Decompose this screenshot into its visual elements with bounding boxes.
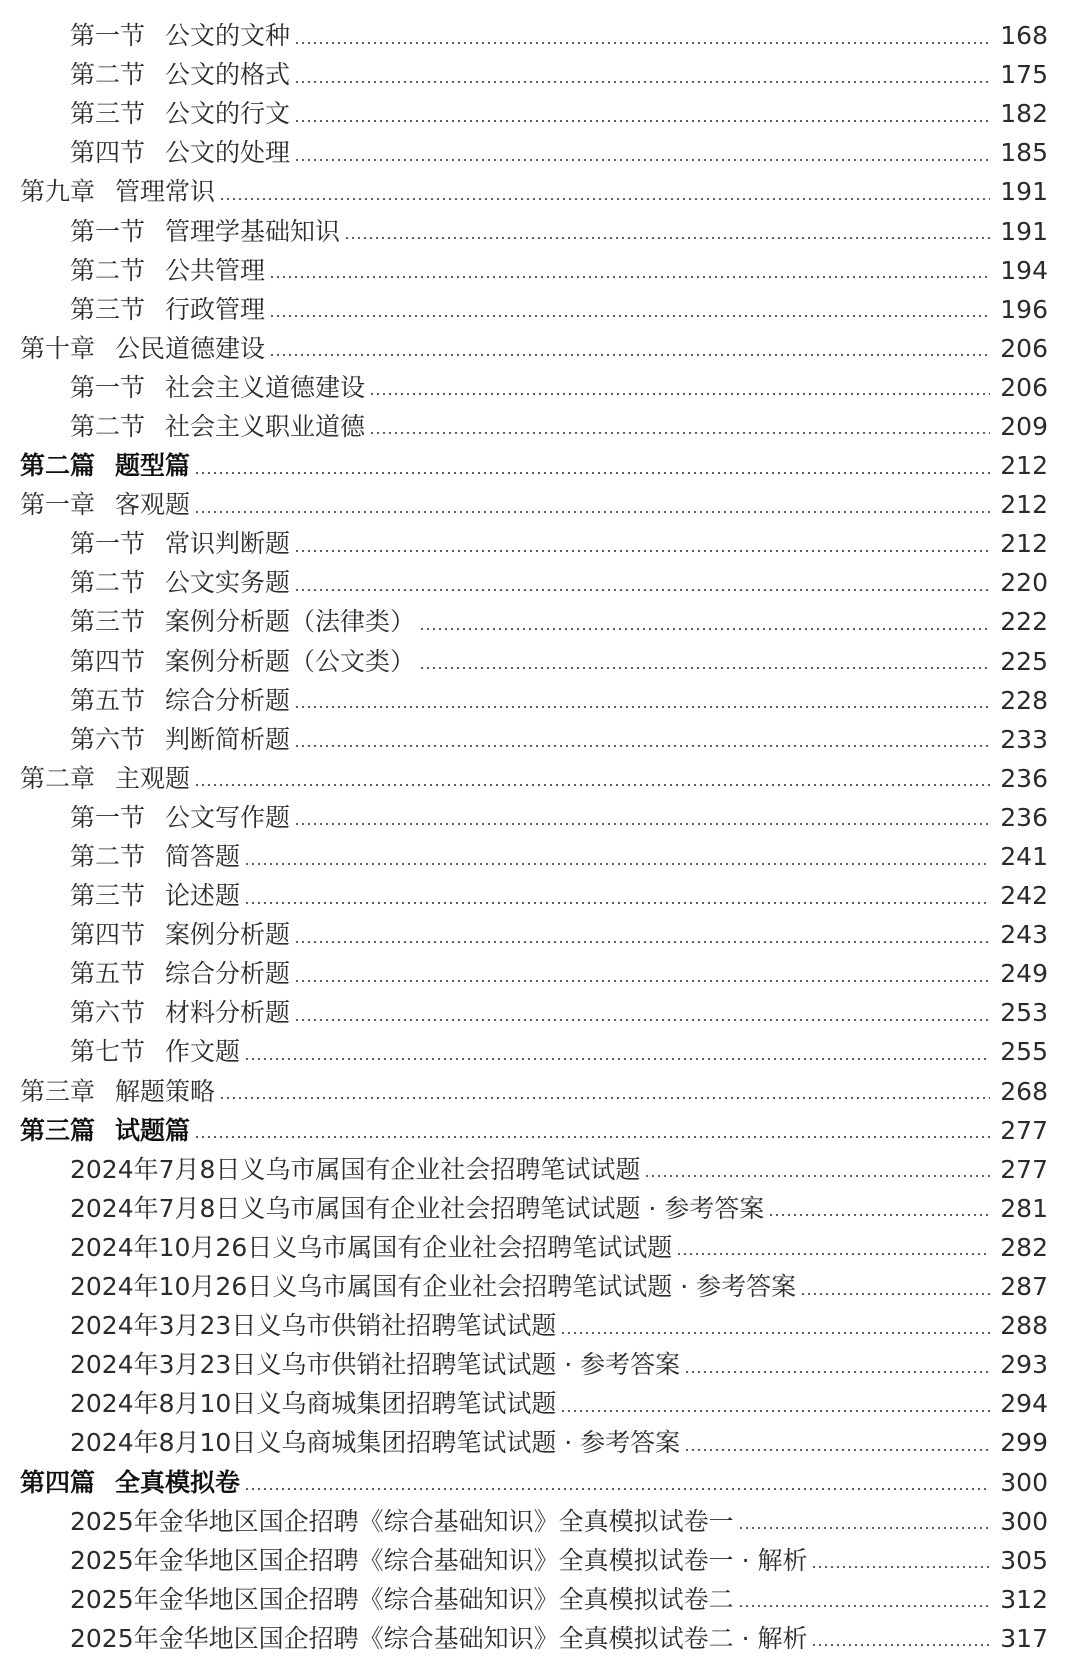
- toc-entry-number: 第一节: [70, 802, 146, 832]
- toc-entry-title: 2025年金华地区国企招聘《综合基础知识》全真模拟试卷二: [70, 1584, 734, 1614]
- toc-page-number: 282: [1000, 1232, 1048, 1262]
- toc-entry-title: 2024年3月23日义乌市供销社招聘笔试试题: [70, 1311, 557, 1341]
- toc-entry-number: 第九章: [20, 177, 96, 207]
- toc-entry-number: 第二章: [20, 763, 96, 793]
- toc-entry-label: [70, 529, 294, 559]
- toc-page-number: 288: [1000, 1311, 1048, 1341]
- toc-entry-label: [70, 802, 294, 832]
- toc-entry[interactable]: [0, 1189, 1080, 1228]
- toc-dot-leader: [684, 1371, 990, 1373]
- toc-entry-title: 作文题: [165, 1037, 241, 1067]
- toc-entry-title: 解题策略: [115, 1076, 216, 1106]
- toc-entry[interactable]: [0, 211, 1080, 250]
- toc-entry-title: 案例分析题（法律类）: [165, 607, 416, 637]
- toc-entry[interactable]: [0, 524, 1080, 563]
- toc-dot-leader: [369, 393, 990, 395]
- toc-entry-title: 行政管理: [165, 294, 266, 324]
- toc-entry-title: 2024年7月8日义乌市属国有企业社会招聘笔试试题 · 参考答案: [70, 1193, 765, 1223]
- toc-entry[interactable]: [0, 407, 1080, 446]
- toc-page-number: 233: [1000, 724, 1048, 754]
- toc-page-number: 300: [1000, 1506, 1048, 1536]
- toc-entry-number: 第十章: [20, 333, 96, 363]
- toc-page-number: 242: [1000, 881, 1048, 911]
- toc-page-number: 206: [1000, 372, 1048, 402]
- toc-entry-number: 第三节: [70, 99, 146, 129]
- toc-entry-label: [70, 842, 244, 872]
- toc-entry[interactable]: [0, 681, 1080, 720]
- toc-entry-label: [70, 1545, 811, 1575]
- toc-dot-leader: [294, 823, 990, 825]
- toc-entry-number: 第四节: [70, 138, 146, 168]
- toc-page-number: 212: [1000, 490, 1048, 520]
- toc-entry-title: 社会主义职业道德: [165, 411, 366, 441]
- toc-entry-label: [70, 1037, 244, 1067]
- toc-entry-label: [70, 1584, 738, 1614]
- toc-dot-leader: [219, 198, 990, 200]
- toc-page-number: 191: [1000, 216, 1048, 246]
- toc-entry-label: [70, 646, 419, 676]
- toc-chapter-entry[interactable]: [0, 485, 1080, 524]
- toc-entry-title: 公文写作题: [165, 802, 291, 832]
- toc-entry-number: 第一节: [70, 529, 146, 559]
- toc-entry-label: [20, 333, 269, 363]
- toc-entry[interactable]: [0, 642, 1080, 681]
- toc-page-number: 287: [1000, 1272, 1048, 1302]
- toc-entry-number: 第五节: [70, 685, 146, 715]
- toc-dot-leader: [344, 237, 990, 239]
- toc-entry[interactable]: [0, 368, 1080, 407]
- toc-entry-number: 第三节: [70, 294, 146, 324]
- toc-page-number: 168: [1000, 21, 1048, 51]
- toc-entry-label: [70, 724, 294, 754]
- toc-entry-number: 第二节: [70, 411, 146, 441]
- toc-entry-number: 第二节: [70, 60, 146, 90]
- toc-entry[interactable]: [0, 1032, 1080, 1071]
- toc-entry[interactable]: [0, 1345, 1080, 1384]
- toc-chapter-entry[interactable]: [0, 172, 1080, 211]
- toc-chapter-entry[interactable]: [0, 446, 1080, 485]
- toc-page-number: 277: [1000, 1115, 1048, 1145]
- toc-entry[interactable]: [0, 251, 1080, 290]
- toc-entry[interactable]: [0, 720, 1080, 759]
- toc-entry-title: 2024年7月8日义乌市属国有企业社会招聘笔试试题: [70, 1154, 641, 1184]
- toc-dot-leader: [294, 42, 990, 44]
- toc-dot-leader: [294, 589, 990, 591]
- toc-dot-leader: [294, 745, 990, 747]
- toc-entry-title: 公文的处理: [165, 138, 291, 168]
- toc-entry-label: [70, 138, 294, 168]
- toc-page-number: 281: [1000, 1193, 1048, 1223]
- toc-entry-label: [70, 1311, 560, 1341]
- toc-entry-number: 第二节: [70, 255, 146, 285]
- toc-dot-leader: [269, 354, 990, 356]
- toc-page-number: 222: [1000, 607, 1048, 637]
- toc-page-number: 317: [1000, 1623, 1048, 1653]
- toc-chapter-entry[interactable]: [0, 1462, 1080, 1501]
- toc-page-number: 241: [1000, 842, 1048, 872]
- toc-dot-leader: [244, 1058, 990, 1060]
- toc-entry-title: 2024年8月10日义乌商城集团招聘笔试试题 · 参考答案: [70, 1428, 681, 1458]
- toc-entry[interactable]: [0, 602, 1080, 641]
- toc-entry-title: 2024年10月26日义乌市属国有企业社会招聘笔试试题 · 参考答案: [70, 1272, 797, 1302]
- toc-entry[interactable]: [0, 876, 1080, 915]
- toc-entry[interactable]: [0, 563, 1080, 602]
- toc-dot-leader: [738, 1605, 990, 1607]
- toc-dot-leader: [244, 1488, 990, 1490]
- toc-page-number: 212: [1000, 451, 1048, 481]
- toc-entry-label: [70, 881, 244, 911]
- toc-page-number: 300: [1000, 1467, 1048, 1497]
- toc-chapter-entry[interactable]: [0, 1072, 1080, 1111]
- toc-entry-number: 第三节: [70, 607, 146, 637]
- toc-dot-leader: [369, 432, 990, 434]
- toc-entry-label: [70, 411, 369, 441]
- toc-entry-title: 公文的文种: [165, 21, 291, 51]
- toc-page-number: 212: [1000, 529, 1048, 559]
- toc-entry-title: 2025年金华地区国企招聘《综合基础知识》全真模拟试卷二 · 解析: [70, 1623, 808, 1653]
- toc-entry[interactable]: [0, 55, 1080, 94]
- toc-entry-number: 第三节: [70, 881, 146, 911]
- toc-dot-leader: [294, 550, 990, 552]
- toc-entry-label: [70, 1428, 684, 1458]
- toc-entry-title: 主观题: [115, 763, 191, 793]
- toc-entry-number: 第一节: [70, 216, 146, 246]
- toc-entry-label: [20, 451, 194, 481]
- toc-entry-number: 第五节: [70, 959, 146, 989]
- toc-entry-label: [70, 1389, 560, 1419]
- toc-page-number: 196: [1000, 294, 1048, 324]
- toc-entry[interactable]: [0, 1306, 1080, 1345]
- toc-entry-number: 第六节: [70, 724, 146, 754]
- toc-page-number: 294: [1000, 1389, 1048, 1419]
- toc-entry-label: [70, 1232, 676, 1262]
- toc-entry-title: 综合分析题: [165, 959, 291, 989]
- toc-dot-leader: [294, 980, 990, 982]
- toc-entry-title: 管理常识: [115, 177, 216, 207]
- toc-entry-label: [70, 1193, 768, 1223]
- toc-entry-number: 第二节: [70, 568, 146, 598]
- toc-page-number: 220: [1000, 568, 1048, 598]
- toc-dot-leader: [294, 120, 990, 122]
- toc-entry[interactable]: [0, 1150, 1080, 1189]
- toc-page-number: 175: [1000, 60, 1048, 90]
- toc-page-number: 194: [1000, 255, 1048, 285]
- toc-chapter-entry[interactable]: [0, 329, 1080, 368]
- toc-dot-leader: [768, 1214, 990, 1216]
- toc-dot-leader: [294, 1019, 990, 1021]
- toc-dot-leader: [419, 628, 990, 630]
- toc-dot-leader: [194, 472, 990, 474]
- toc-entry-label: [70, 1154, 644, 1184]
- toc-entry[interactable]: [0, 798, 1080, 837]
- toc-entry-label: [70, 372, 369, 402]
- toc-entry[interactable]: [0, 1228, 1080, 1267]
- toc-entry-title: 2024年10月26日义乌市属国有企业社会招聘笔试试题: [70, 1232, 673, 1262]
- toc-page-number: 293: [1000, 1350, 1048, 1380]
- toc-entry[interactable]: [0, 16, 1080, 55]
- toc-entry-label: [70, 99, 294, 129]
- toc-dot-leader: [294, 941, 990, 943]
- toc-dot-leader: [194, 1136, 990, 1138]
- toc-dot-leader: [560, 1410, 990, 1412]
- toc-entry-title: 2024年3月23日义乌市供销社招聘笔试试题 · 参考答案: [70, 1350, 681, 1380]
- toc-entry-title: 公文实务题: [165, 568, 291, 598]
- toc-entry-label: [70, 294, 269, 324]
- toc-entry-label: [70, 60, 294, 90]
- toc-entry-number: 第四篇: [20, 1467, 96, 1497]
- toc-entry-number: 第七节: [70, 1037, 146, 1067]
- toc-entry-title: 材料分析题: [165, 998, 291, 1028]
- toc-entry-label: [70, 216, 344, 246]
- toc-dot-leader: [684, 1449, 990, 1451]
- toc-entry-title: 公文的格式: [165, 60, 291, 90]
- toc-entry-label: [70, 1623, 811, 1653]
- toc-entry-title: 案例分析题: [165, 920, 291, 950]
- toc-page-number: 312: [1000, 1584, 1048, 1614]
- toc-entry-label: [70, 1506, 738, 1536]
- toc-entry[interactable]: [0, 837, 1080, 876]
- toc-entry-title: 判断简析题: [165, 724, 291, 754]
- toc-entry[interactable]: [0, 94, 1080, 133]
- toc-entry-label: [20, 177, 219, 207]
- toc-entry-label: [70, 959, 294, 989]
- toc-dot-leader: [269, 315, 990, 317]
- toc-entry-number: 第一节: [70, 21, 146, 51]
- toc-entry[interactable]: [0, 1423, 1080, 1462]
- toc-entry-title: 简答题: [165, 842, 241, 872]
- toc-entry[interactable]: [0, 915, 1080, 954]
- toc-page-number: 206: [1000, 333, 1048, 363]
- toc-page-number: 255: [1000, 1037, 1048, 1067]
- toc-entry[interactable]: [0, 1580, 1080, 1619]
- toc-entry-label: [70, 568, 294, 598]
- toc-dot-leader: [676, 1253, 990, 1255]
- toc-entry-number: 第四节: [70, 920, 146, 950]
- toc-entry-label: [70, 920, 294, 950]
- toc-page-number: 236: [1000, 763, 1048, 793]
- toc-entry-title: 管理学基础知识: [165, 216, 341, 246]
- toc-dot-leader: [811, 1644, 990, 1646]
- toc-entry-title: 常识判断题: [165, 529, 291, 559]
- toc-entry-label: [70, 1350, 684, 1380]
- toc-entry-number: 第二节: [70, 842, 146, 872]
- toc-dot-leader: [269, 276, 990, 278]
- toc-entry-title: 2025年金华地区国企招聘《综合基础知识》全真模拟试卷一 · 解析: [70, 1545, 808, 1575]
- toc-entry-label: [70, 1272, 800, 1302]
- toc-entry-title: 公共管理: [165, 255, 266, 285]
- toc-dot-leader: [194, 784, 990, 786]
- toc-page-number: 182: [1000, 99, 1048, 129]
- toc-dot-leader: [219, 1097, 990, 1099]
- toc-entry-title: 综合分析题: [165, 685, 291, 715]
- toc-dot-leader: [194, 511, 990, 513]
- toc-entry-number: 第六节: [70, 998, 146, 1028]
- toc-page-number: 253: [1000, 998, 1048, 1028]
- toc-entry-label: [20, 763, 194, 793]
- toc-entry-title: 社会主义道德建设: [165, 372, 366, 402]
- toc-entry[interactable]: [0, 290, 1080, 329]
- toc-entry-label: [20, 490, 194, 520]
- toc-entry-label: [70, 607, 419, 637]
- toc-entry-number: 第三篇: [20, 1115, 96, 1145]
- toc-entry-label: [70, 21, 294, 51]
- toc-entry[interactable]: [0, 1502, 1080, 1541]
- toc-page-number: 191: [1000, 177, 1048, 207]
- toc-entry-label: [70, 685, 294, 715]
- toc-dot-leader: [560, 1332, 990, 1334]
- toc-page-number: 185: [1000, 138, 1048, 168]
- toc-dot-leader: [644, 1175, 990, 1177]
- toc-entry-title: 全真模拟卷: [115, 1467, 241, 1497]
- toc-page-number: 243: [1000, 920, 1048, 950]
- toc-entry-label: [20, 1115, 194, 1145]
- toc-entry-title: 公文的行文: [165, 99, 291, 129]
- toc-dot-leader: [800, 1293, 990, 1295]
- toc-entry[interactable]: [0, 1384, 1080, 1423]
- toc-entry-label: [20, 1076, 219, 1106]
- toc-entry-number: 第二篇: [20, 451, 96, 481]
- toc-entry-title: 论述题: [165, 881, 241, 911]
- toc-entry-number: 第四节: [70, 646, 146, 676]
- toc-entry[interactable]: [0, 1541, 1080, 1580]
- toc-page-number: 299: [1000, 1428, 1048, 1458]
- toc-chapter-entry[interactable]: [0, 1111, 1080, 1150]
- toc-entry-number: 第三章: [20, 1076, 96, 1106]
- toc-dot-leader: [738, 1527, 990, 1529]
- table-of-contents: [0, 16, 1080, 1658]
- toc-page-number: 228: [1000, 685, 1048, 715]
- toc-entry-title: 2025年金华地区国企招聘《综合基础知识》全真模拟试卷一: [70, 1506, 734, 1536]
- toc-page-number: 236: [1000, 802, 1048, 832]
- toc-entry-label: [70, 998, 294, 1028]
- toc-entry-title: 案例分析题（公文类）: [165, 646, 416, 676]
- toc-entry[interactable]: [0, 993, 1080, 1032]
- toc-entry-title: 试题篇: [115, 1115, 191, 1145]
- toc-dot-leader: [419, 667, 990, 669]
- toc-entry-title: 客观题: [115, 490, 191, 520]
- toc-entry-label: [20, 1467, 244, 1497]
- toc-dot-leader: [294, 81, 990, 83]
- toc-entry-number: 第一章: [20, 490, 96, 520]
- toc-page-number: 305: [1000, 1545, 1048, 1575]
- toc-entry-title: 题型篇: [115, 451, 191, 481]
- toc-dot-leader: [244, 902, 990, 904]
- toc-entry-title: 公民道德建设: [115, 333, 266, 363]
- toc-entry-title: 2024年8月10日义乌商城集团招聘笔试试题: [70, 1389, 557, 1419]
- toc-entry-label: [70, 255, 269, 285]
- toc-dot-leader: [294, 159, 990, 161]
- toc-dot-leader: [294, 706, 990, 708]
- toc-page-number: 225: [1000, 646, 1048, 676]
- toc-entry[interactable]: [0, 1267, 1080, 1306]
- toc-chapter-entry[interactable]: [0, 759, 1080, 798]
- toc-page-number: 268: [1000, 1076, 1048, 1106]
- toc-page-number: 209: [1000, 411, 1048, 441]
- toc-dot-leader: [244, 863, 990, 865]
- toc-entry-number: 第一节: [70, 372, 146, 402]
- toc-entry[interactable]: [0, 954, 1080, 993]
- toc-entry[interactable]: [0, 133, 1080, 172]
- toc-page-number: 249: [1000, 959, 1048, 989]
- toc-entry[interactable]: [0, 1619, 1080, 1658]
- toc-dot-leader: [811, 1566, 990, 1568]
- toc-page-number: 277: [1000, 1154, 1048, 1184]
